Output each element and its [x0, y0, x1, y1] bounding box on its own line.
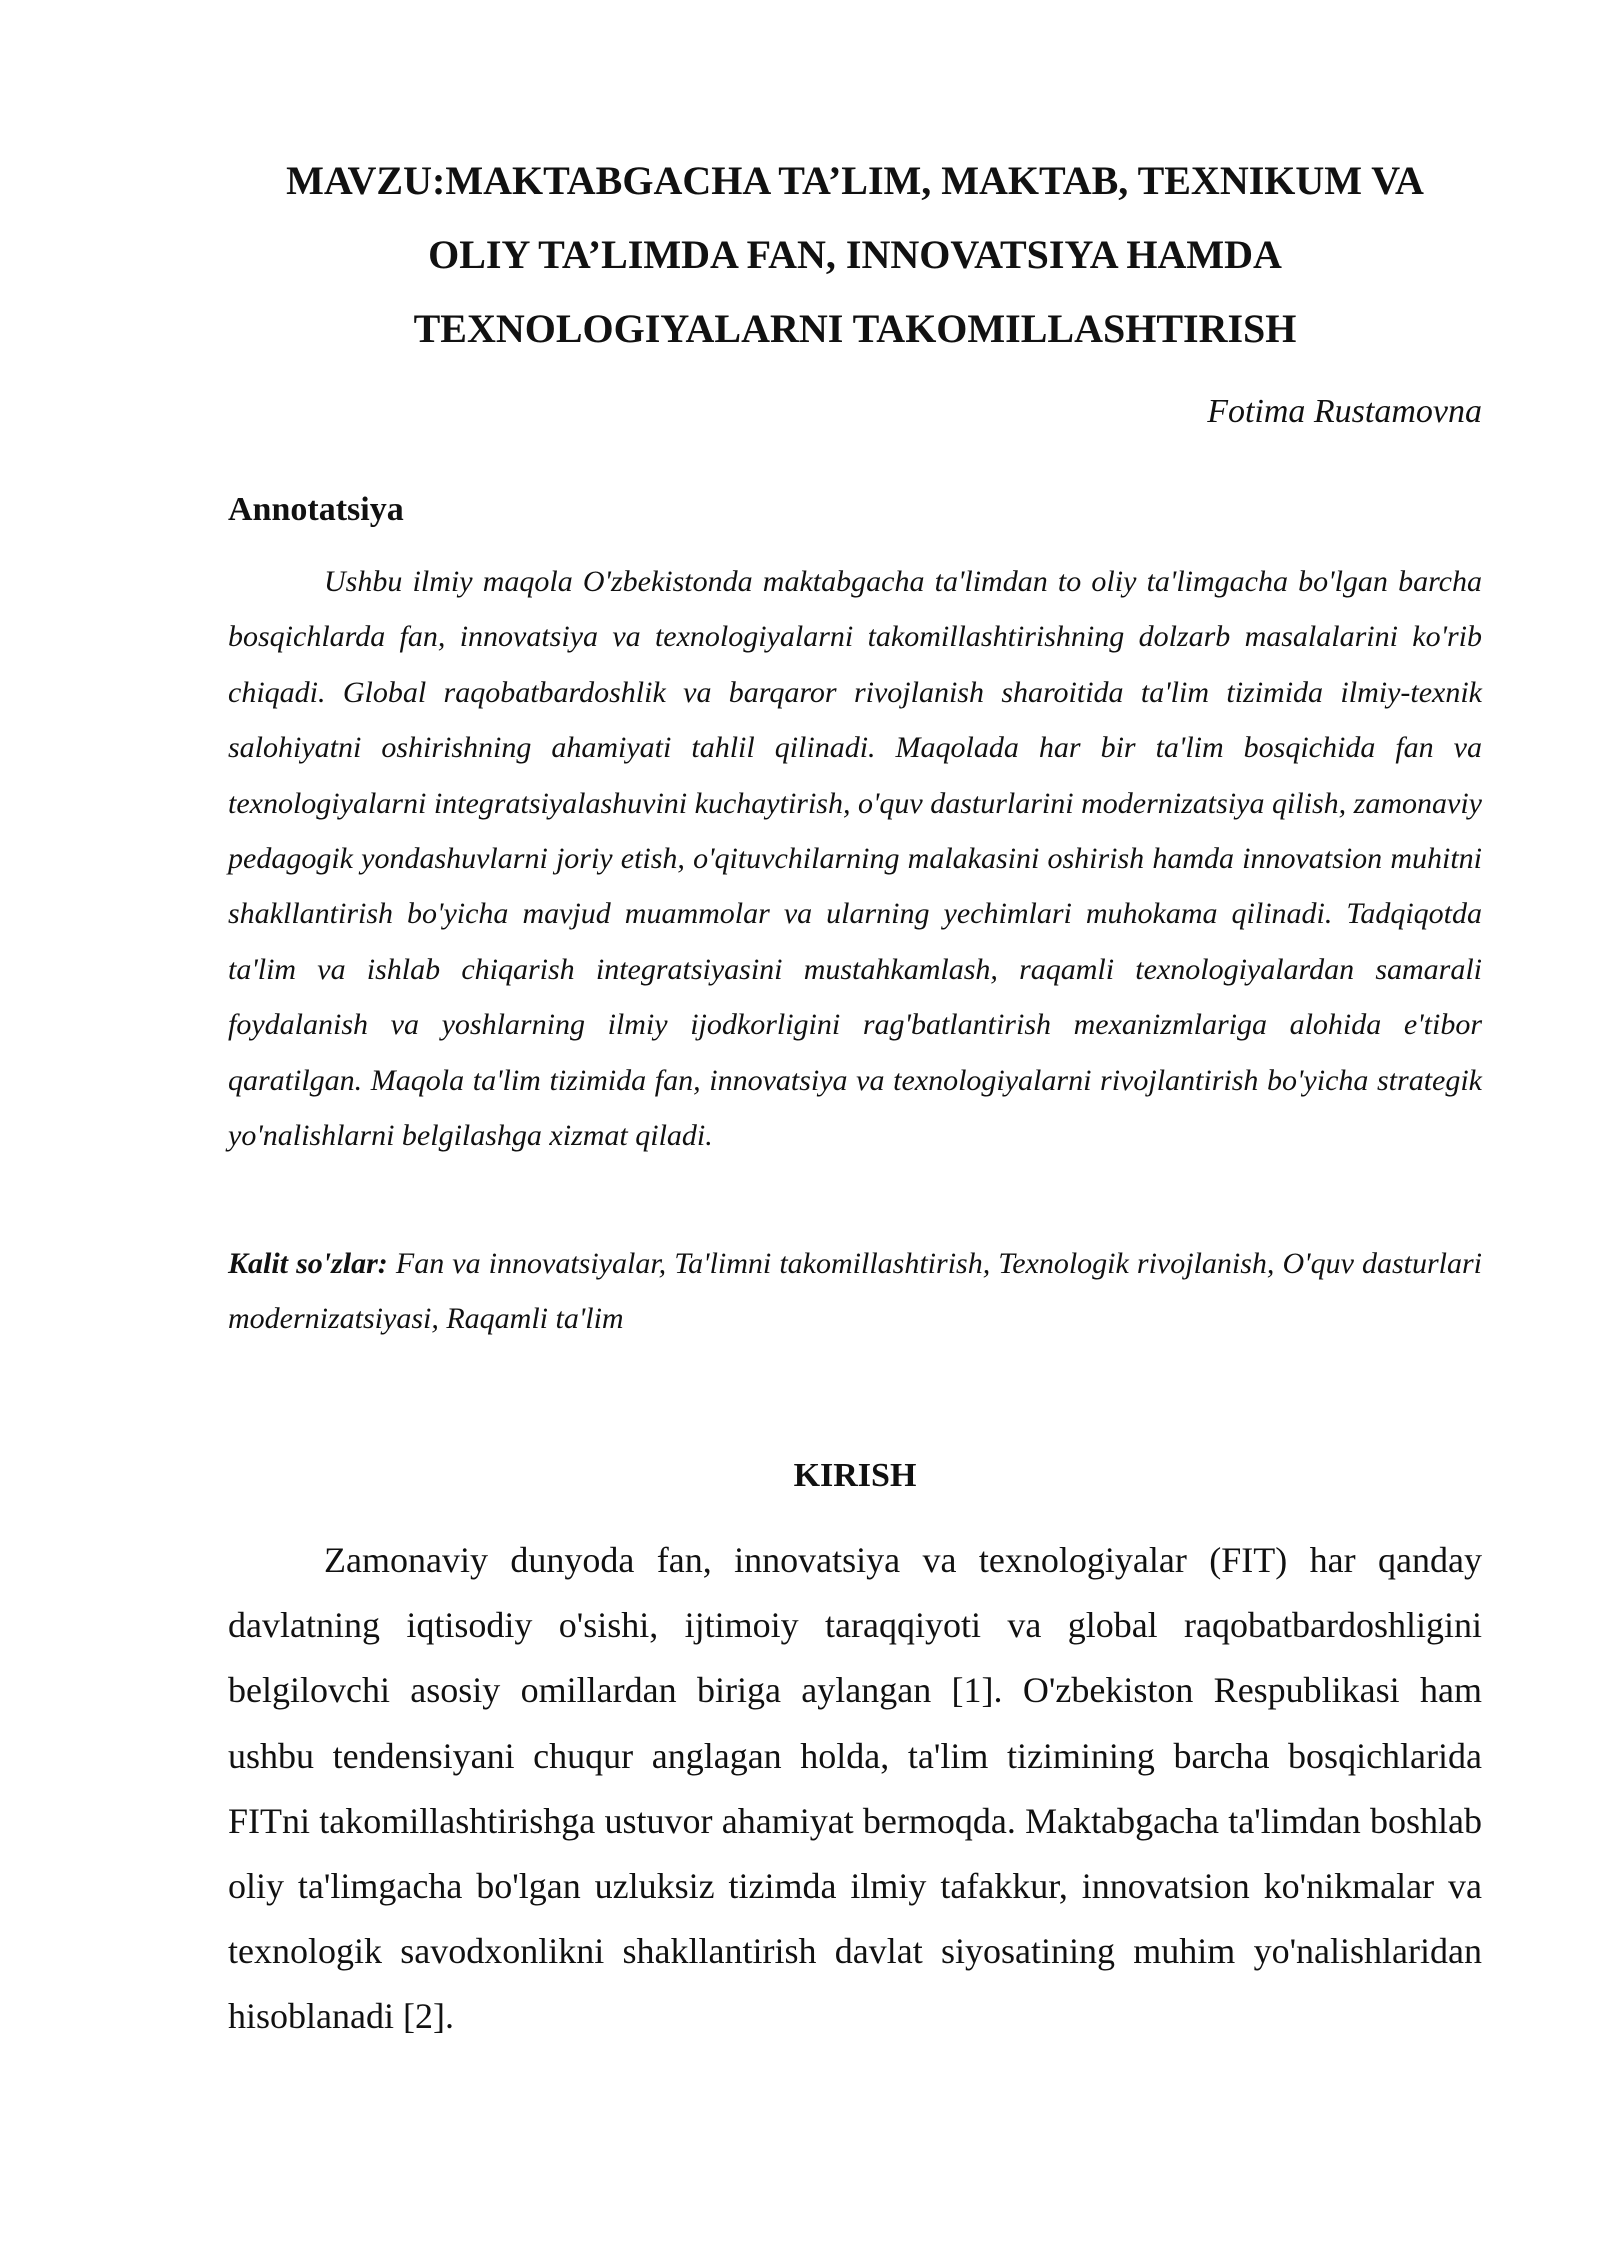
- keywords-text: Fan va innovatsiyalar, Ta'limni takomillashtirish, Texnologik rivojlanish, O'quv dasturlari modernizatsiyasi, Raqamli ta'lim: [228, 1247, 1483, 1335]
- introduction-heading: KIRISH: [793, 1457, 917, 1494]
- keywords: [228, 1236, 1482, 1346]
- paper-title-line-1: MAVZU:MAKTABGACHA TA’LIM, MAKTAB, TEXNIKUM VA: [286, 158, 1424, 203]
- paper-title-line-3: TEXNOLOGIYALARNI TAKOMILLASHTIRISH: [413, 306, 1297, 351]
- introduction-text: Zamonaviy dunyoda fan, innovatsiya va texnologiyalar (FIT) har qanday davlatning iqtisodiy o'sishi, ijtimoiy taraqqiyoti va global raqobatbardoshligini belgilovchi asosiy omillardan biriga aylangan [1]. O'zbekiston Respublikasi ham ushbu tendensiyani chuqur anglagan holda, ta'lim tizimining barcha bosqichlarida FITni takomillashtirishga ustuvor ahamiyat bermoqda. Maktabgacha ta'limdan boshlab oliy ta'limgacha bo'lgan uzluksiz tizimda ilmiy tafakkur, innovatsion ko'nikmalar va texnologik savodxonlikni shakllantirish davlat siyosatining muhim yo'nalishlaridan hisoblanadi [2].: [228, 1540, 1482, 2037]
- author-name: Fotima Rustamovna: [1207, 393, 1482, 430]
- abstract-heading: Annotatsiya: [228, 491, 404, 528]
- paper-title: [228, 144, 1482, 366]
- abstract-text: Ushbu ilmiy maqola O'zbekistonda maktabgacha ta'limdan to oliy ta'limgacha bo'lgan barcha bosqichlarda fan, innovatsiya va texnologiyalarni takomillashtirishning dolzarb masalalarini ko'rib chiqadi. Global raqobatbardoshlik va barqaror rivojlanish sharoitida ta'lim tizimida ilmiy-texnik salohiyatni oshirishning ahamiyati tahlil qilinadi. Maqolada har bir ta'lim bosqichida fan va texnologiyalarni integratsiyalashuvini kuchaytirish, o'quv dasturlarini modernizatsiya qilish, zamonaviy pedagogik yondashuvlarni joriy etish, o'qituvchilarning malakasini oshirish hamda innovatsion muhitni shakllantirish bo'yicha mavjud muammolar va ularning yechimlari muhokama qilinadi. Tadqiqotda ta'lim va ishlab chiqarish integratsiyasini mustahkamlash, raqamli texnologiyalardan samarali foydalanish va yoshlarning ilmiy ijodkorligini rag'batlantirish mexanizmlariga alohida e'tibor qaratilgan. Maqola ta'lim tizimida fan, innovatsiya va texnologiyalarni rivojlantirish bo'yicha strategik yo'nalishlarni belgilashga xizmat qiladi.: [228, 565, 1482, 1153]
- paper-title-line-2: OLIY TA’LIMDA FAN, INNOVATSIYA HAMDA: [428, 232, 1282, 277]
- keywords-label: Kalit so'zlar:: [228, 1247, 388, 1280]
